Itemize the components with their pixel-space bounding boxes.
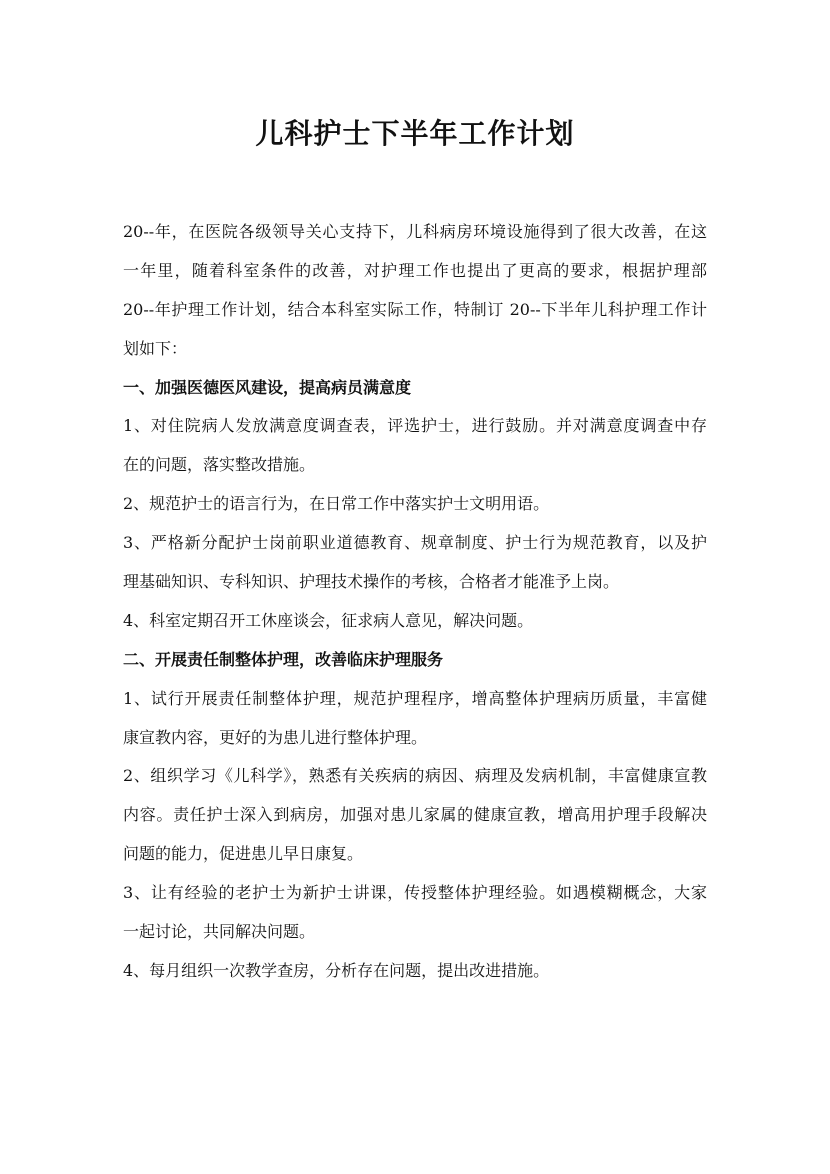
- text-line: 康宣教内容，更好的为患儿进行整体护理。: [123, 727, 428, 747]
- section-heading: [123, 369, 707, 408]
- document-body: [123, 213, 707, 991]
- text-line: 划如下：: [123, 338, 188, 358]
- text-line: 3、让有经验的老护士为新护士讲课，传授整体护理经验。如遇模糊概念，大家: [123, 883, 707, 903]
- text-line: 4、科室定期召开工休座谈会，征求病人意见，解决问题。: [123, 610, 534, 630]
- text-line: 1、对住院病人发放满意度调查表，评选护士，进行鼓励。并对满意度调查中存: [123, 416, 707, 436]
- text-line: 内容。责任护士深入到病房，加强对患儿家属的健康宣教，增高用护理手段解决: [123, 805, 707, 825]
- paragraph: [123, 524, 707, 602]
- paragraph: [123, 952, 707, 991]
- text-line: 20--年，在医院各级领导关心支持下，儿科病房环境设施得到了很大改善，在这: [123, 222, 707, 241]
- text-line: 二、开展责任制整体护理，改善临床护理服务: [123, 649, 444, 669]
- text-line: 20--年护理工作计划，结合本科室实际工作，特制订 20--下半年儿科护理工作计: [123, 299, 707, 319]
- text-line: 问题的能力，促进患儿早日康复。: [123, 844, 364, 864]
- paragraph: [123, 407, 707, 485]
- paragraph: [123, 602, 707, 641]
- text-line: 理基础知识、专科知识、护理技术操作的考核，合格者才能准予上岗。: [123, 572, 620, 592]
- paragraph: [123, 757, 707, 874]
- paragraph: [123, 874, 707, 952]
- text-line: 3、严格新分配护士岗前职业道德教育、规章制度、护士行为规范教育，以及护: [123, 533, 707, 553]
- text-line: 4、每月组织一次教学查房，分析存在问题，提出改进措施。: [123, 960, 550, 980]
- text-line: 2、规范护士的语言行为，在日常工作中落实护士文明用语。: [123, 494, 550, 514]
- paragraph: [123, 680, 707, 758]
- paragraph: [123, 485, 707, 524]
- text-line: 一年里，随着科室条件的改善，对护理工作也提出了更高的要求，根据护理部: [123, 260, 707, 280]
- section-heading: [123, 641, 707, 680]
- text-line: 1、试行开展责任制整体护理，规范护理程序，增高整体护理病历质量，丰富健: [123, 688, 707, 708]
- text-line: 在的问题，落实整改措施。: [123, 455, 316, 475]
- document-title: 儿科护士下半年工作计划: [255, 117, 575, 150]
- text-line: 一起讨论，共同解决问题。: [123, 922, 316, 942]
- paragraph: [123, 213, 707, 369]
- text-line: 2、组织学习《儿科学》，熟悉有关疾病的病因、病理及发病机制，丰富健康宣教: [123, 766, 707, 786]
- text-line: 一、加强医德医风建设，提高病员满意度: [123, 377, 412, 397]
